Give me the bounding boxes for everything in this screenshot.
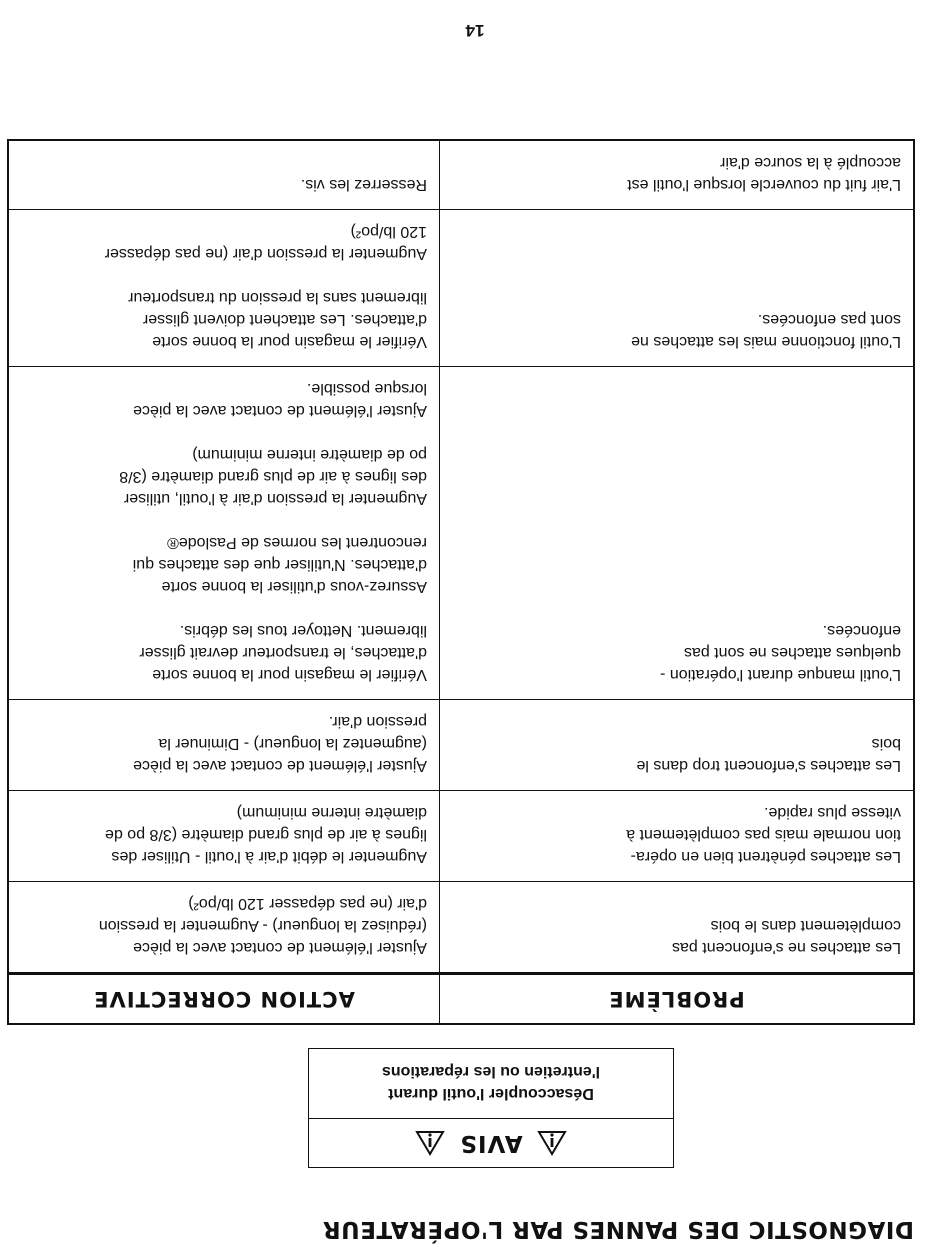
- action-paragraph: [21, 443, 427, 509]
- action-line: Vérifier le magasin pour la bonne sorte: [152, 333, 427, 350]
- table-row: [8, 140, 914, 210]
- problem-line: sont pas enfoncées.: [757, 311, 901, 328]
- action-line: d'attaches. Les attachent doivent glisser: [142, 311, 427, 328]
- problem-line: L'outil fonctionne mais les attaches ne: [631, 333, 901, 350]
- action-cell: [8, 791, 440, 882]
- table-row: [8, 210, 914, 367]
- action-line: Ajuster l'élément de contact avec la pièce: [133, 402, 427, 419]
- problem-line: tion normale mais pas complètement à: [626, 826, 901, 843]
- action-line: Augmenter la pression d'air (ne pas dépasser: [104, 245, 427, 262]
- problem-cell: [440, 882, 915, 974]
- notice-word: AVIS: [459, 1130, 523, 1156]
- action-cell: [8, 700, 440, 791]
- action-line: d'attaches, le transporteur devrait glisser: [139, 644, 427, 661]
- action-line: d'air (ne pas dépasser 120 lb/po²): [188, 895, 427, 912]
- action-paragraph: [21, 801, 427, 867]
- action-line: Augmenter la pression d'air à l'outil, utiliser: [123, 490, 427, 507]
- action-paragraph: [21, 286, 427, 352]
- problem-line: L'outil manque durant l'opération -: [660, 666, 901, 683]
- problem-header: PROBLÈME: [440, 974, 915, 1025]
- action-line: Ajuster l'élément de contact avec la pièce: [133, 757, 427, 774]
- action-line: (réduisez la longueur) - Augmenter la pression: [98, 917, 427, 934]
- action-paragraph: [21, 377, 427, 421]
- action-line: pression d'air.: [328, 713, 427, 730]
- notice-line: Désaccoupler l'outil durant: [388, 1085, 594, 1102]
- notice-text: [309, 1060, 673, 1118]
- action-cell: [8, 367, 440, 700]
- action-line: po de diamètre interne minimum): [192, 446, 427, 463]
- problem-line: bois: [871, 735, 901, 752]
- action-line: Vérifier le magasin pour la bonne sorte: [152, 666, 427, 683]
- action-line: rencontrent les normes de Paslode®: [167, 534, 427, 551]
- problem-cell: [440, 791, 915, 882]
- notice-header: [309, 1118, 673, 1167]
- action-header: ACTION CORRECTIVE: [8, 974, 440, 1025]
- action-line: Ajuster l'élément de contact avec la pièce: [133, 939, 427, 956]
- troubleshooting-table: [7, 139, 915, 1025]
- table-row: [8, 700, 914, 791]
- action-cell: [8, 210, 440, 367]
- action-cell: [8, 882, 440, 974]
- problem-line: accouplé à la source d'air: [720, 154, 901, 171]
- warning-triangle-icon: [537, 1130, 567, 1156]
- problem-cell: [440, 700, 915, 791]
- problem-line: Les attaches pénètrent bien en opéra-: [630, 848, 901, 865]
- action-paragraph: [21, 710, 427, 776]
- action-line: librement. Nettoyer tous les débris.: [179, 622, 427, 639]
- action-cell: [8, 140, 440, 210]
- table-header-row: [8, 974, 914, 1025]
- problem-line: L'air fuit du couvercle lorsque l'outil est: [627, 176, 901, 193]
- action-line: Augmenter le débit d'air à l'outil - Utiliser des: [111, 848, 427, 865]
- problem-line: vitesse plus rapide.: [764, 804, 901, 821]
- problem-line: enfoncées.: [822, 622, 901, 639]
- action-line: d'attaches. N'utiliser que des attaches qui: [132, 556, 427, 573]
- problem-line: Les attaches ne s'enfoncent pas: [672, 939, 901, 956]
- warning-triangle-icon: [415, 1130, 445, 1156]
- action-line: des lignes à air de plus grand diamètre (3/8: [119, 468, 427, 485]
- problem-cell: [440, 367, 915, 700]
- problem-cell: [440, 210, 915, 367]
- page-number: 14: [465, 21, 485, 40]
- problem-line: Les attaches s'enfoncent trop dans le: [636, 757, 901, 774]
- problem-line: quelques attaches ne sont pas: [683, 644, 901, 661]
- action-line: diamètre interne minimum): [236, 804, 427, 821]
- action-line: librement sans la pression du transporteur: [128, 289, 427, 306]
- action-line: lorsque possible.: [306, 380, 427, 397]
- problem-cell: [440, 140, 915, 210]
- notice-line: l'entretien ou les réparations: [381, 1063, 601, 1080]
- action-paragraph: [21, 619, 427, 685]
- problem-line: complètement dans le bois: [710, 917, 901, 934]
- notice-box: [308, 1048, 674, 1168]
- action-line: lignes à air de plus grand diamètre (3/8 po de: [105, 826, 427, 843]
- table-body: [8, 140, 914, 974]
- action-paragraph: [21, 173, 427, 195]
- action-paragraph: [21, 531, 427, 597]
- action-line: Resserrez les vis.: [300, 176, 427, 193]
- table-row: [8, 367, 914, 700]
- action-line: 120 lb/po²): [350, 223, 427, 240]
- action-line: Assurez-vous d'utiliser la bonne sorte: [161, 578, 427, 595]
- action-paragraph: [21, 892, 427, 958]
- page-title: DIAGNOSTIC DES PANNES PAR L'OPÉRATEUR: [322, 1216, 914, 1242]
- table-row: [8, 791, 914, 882]
- action-line: (augmentez la longueur) - Diminuer la: [158, 735, 427, 752]
- action-paragraph: [21, 220, 427, 264]
- table-row: [8, 882, 914, 974]
